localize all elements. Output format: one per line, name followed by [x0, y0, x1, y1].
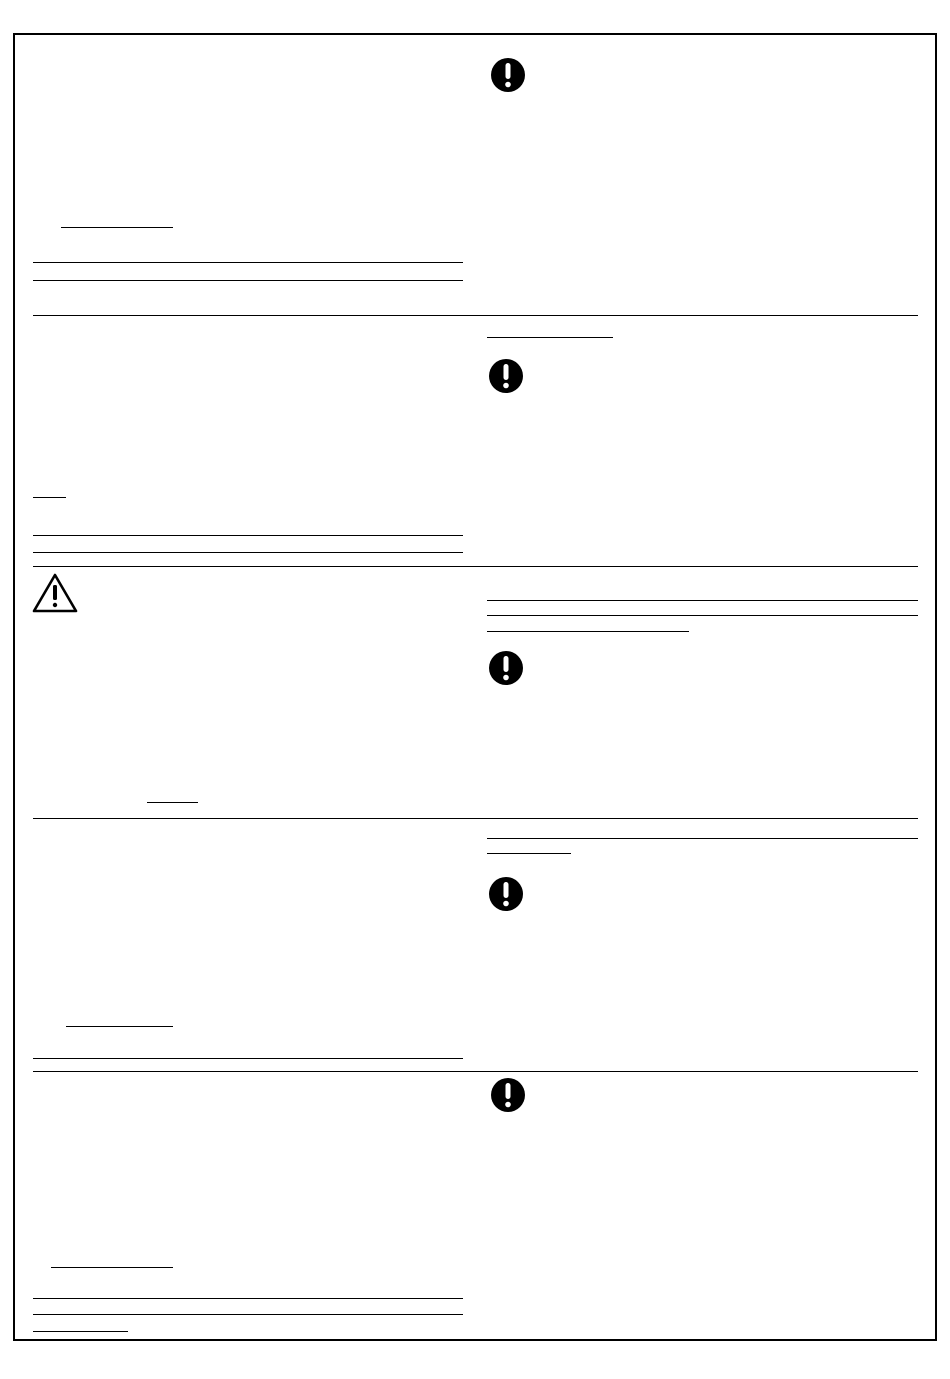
form-line — [33, 262, 463, 263]
warning-triangle-icon — [31, 572, 79, 614]
exclamation-circle-icon — [490, 1077, 526, 1113]
underline-rule — [147, 802, 198, 803]
form-line — [33, 535, 463, 536]
form-line — [33, 1058, 463, 1059]
form-line — [33, 1314, 463, 1315]
exclamation-circle-icon — [488, 358, 524, 394]
section-divider — [33, 1071, 918, 1072]
exclamation-circle-icon — [490, 57, 526, 93]
form-line — [487, 838, 918, 839]
underline-rule — [33, 1331, 128, 1332]
form-line — [487, 600, 918, 601]
exclamation-circle-icon — [488, 876, 524, 912]
page-border — [13, 33, 937, 1341]
form-line — [33, 1298, 463, 1299]
form-line — [33, 280, 463, 281]
section-divider — [33, 315, 918, 316]
underline-rule — [487, 337, 613, 338]
underline-rule — [61, 227, 173, 228]
form-line — [487, 615, 918, 616]
exclamation-circle-icon — [488, 650, 524, 686]
form-line — [33, 552, 463, 553]
section-divider — [33, 566, 918, 567]
underline-rule — [487, 631, 689, 632]
underline-rule — [51, 1267, 173, 1268]
section-divider — [33, 818, 918, 819]
underline-rule — [487, 853, 571, 854]
underline-rule — [66, 1026, 173, 1027]
underline-rule — [33, 497, 66, 498]
